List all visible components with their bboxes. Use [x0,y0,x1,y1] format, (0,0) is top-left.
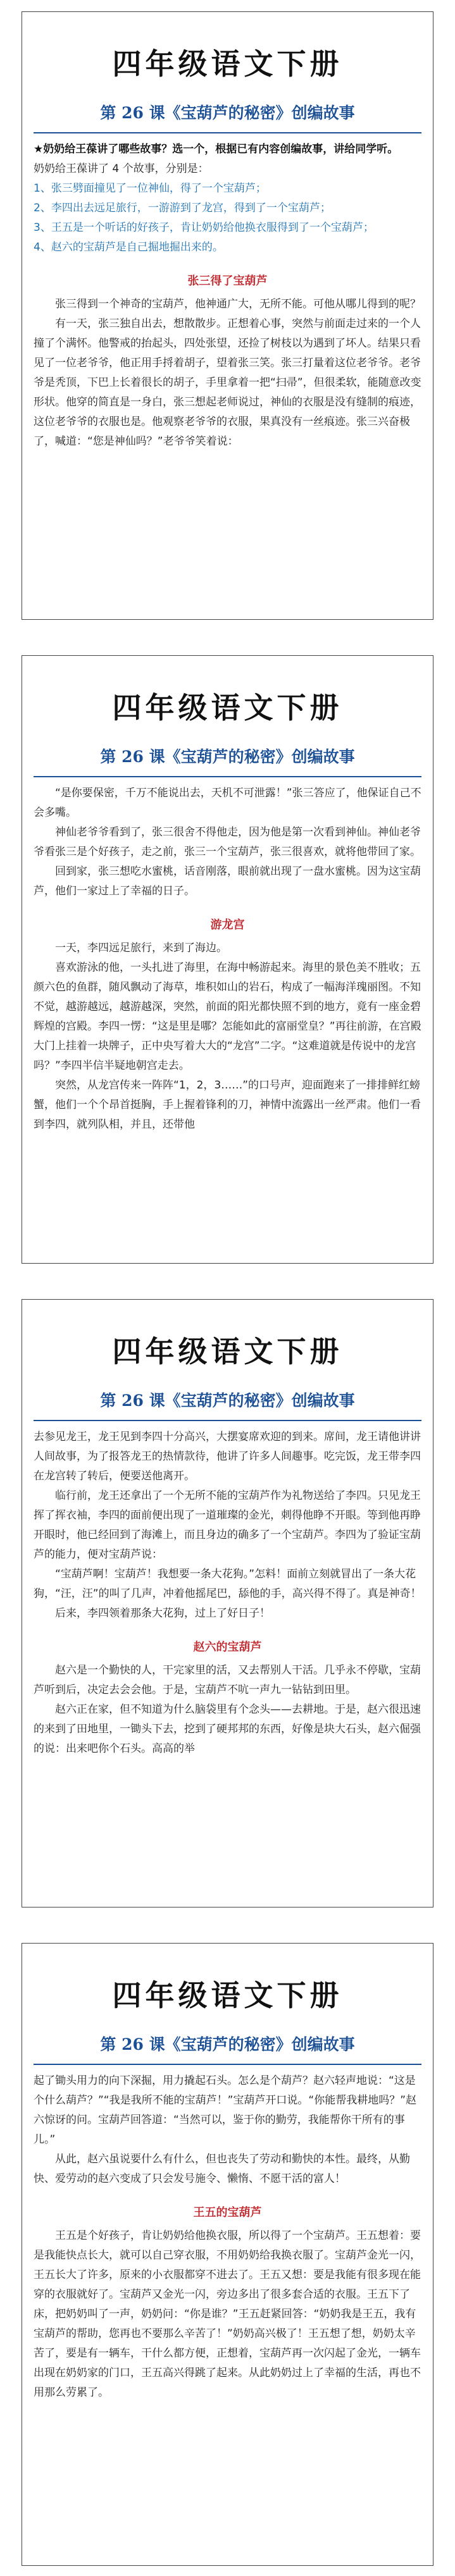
lesson-subtitle: 第 26 课《宝葫芦的秘密》创编故事 [100,748,355,766]
page-title: 四年级语文下册 [112,47,343,81]
paragraph: 突然，从龙宫传来一阵阵“1，2，3……”的口号声，迎面跑来了一排排鲜红螃蟹，他们一个个昂首挺胸，手上握着锋利的刀，神情中流露出一丝严肃。他们一看到李四，就列队相，并且，还带他 [34,1079,421,1131]
paragraph: 去参见龙王，龙王见到李四十分高兴，大摆宴席欢迎的到来。席间，龙王请他讲讲人间故事，为了报答龙王的热情款待，他讲了许多人间趣事。吃完饭，龙王带李四在龙宫转了转后，便要送他离开。 [34,1431,421,1482]
section-title: 张三得了宝葫芦 [187,274,268,288]
paragraph: 临行前，龙王还拿出了一个无所不能的宝葫芦作为礼物送给了李四。只见龙王挥了挥衣袖，李四的面前便出现了一道璀璨的金光，刺得他睁不开眼。等到他再睁开眼时，他已经回到了海滩上，而且身边的确多了一个宝葫芦。李四为了验证宝葫芦的能力，便对宝葫芦说： [34,1489,421,1561]
paragraph: 回到家，张三想吃水蜜桃，话音刚落，眼前就出现了一盘水蜜桃。因为这宝葫芦，他们一家过上了幸福的日子。 [34,865,421,897]
page-1 [22,11,433,620]
page-title: 四年级语文下册 [112,1978,343,2012]
divider [34,2064,421,2065]
list-item: 3、王五是一个听话的好孩子，肯让奶奶给他换衣服得到了一个宝葫芦； [34,221,374,234]
page-2 [22,655,433,1264]
paragraph: “宝葫芦啊！宝葫芦！我想要一条大花狗。”怎料！面前立刻就冒出了一条大花狗，“汪，汪”的叫了几声，冲着他摇尾巴，舔他的手，高兴得不得了。真是神奇！ [34,1568,421,1600]
section-title: 游龙宫 [210,918,245,932]
paragraph: “是你要保密，千万不能说出去，天机不可泄露！”张三答应了，他保证自己不会多嘴。 [34,787,421,819]
divider [34,776,421,777]
paragraph: 一天，李四远足旅行，来到了海边。 [55,942,227,954]
page-content [22,140,433,452]
paragraph: 从此，赵六虽说要什么有什么，但也丧失了劳动和勤快的本性。最终，从勤快、爱劳动的赵六变成了只会发号施令、懒惰、不愿干活的富人！ [34,2153,410,2185]
lesson-subtitle: 第 26 课《宝葫芦的秘密》创编故事 [100,2035,355,2054]
lesson-subtitle: 第 26 课《宝葫芦的秘密》创编故事 [100,104,355,122]
paragraph: 后来，李四领着那条大花狗，过上了好日子！ [55,1607,270,1620]
page-content [22,784,433,1135]
divider [34,1420,421,1421]
page-title: 四年级语文下册 [112,1334,343,1369]
page-content [22,2071,433,2403]
list-item: 4、赵六的宝葫芦是自己掘地掘出来的。 [34,241,223,254]
paragraph: 赵六是一个勤快的人，干完家里的活，又去帮别人干活。几乎永不停歇，宝葫芦听到后，决定去会会他。于是，宝葫芦不吭一声九一钻钻到田里。 [34,1664,421,1696]
question: ★奶奶给王葆讲了哪些故事？选一个，根据已有内容创编故事，讲给同学听。 [34,143,399,156]
page-4 [22,1943,433,2566]
section-title: 赵六的宝葫芦 [193,1641,262,1654]
paragraph: 喜欢游泳的他，一头扎进了海里，在海中畅游起来。海里的景色美不胜收；五颜六色的鱼群，随风飘动了海草，堆积如山的岩石，构成了一幅海洋瑰丽图。不知不觉，越游越远，越游越深，突然，前面的阳光都快照不到的地方，竟有一座金碧辉煌的宫殿。李四一愣：“这是里是哪？怎能如此的富丽堂皇？”再往前游，在宫殿大门上挂着一块牌子，正中央写着大大的“龙宫”二字。“这难道就是传说中的龙宫吗？”李四半信半疑地朝宫走去。 [34,961,421,1072]
intro-text: 奶奶给王葆讲了 4 个故事，分别是： [34,163,209,175]
section-title: 王五的宝葫芦 [193,2206,262,2219]
paragraph: 张三得到一个神奇的宝葫芦，他神通广大，无所不能。可他从哪儿得到的呢？ [55,298,421,311]
lesson-subtitle: 第 26 课《宝葫芦的秘密》创编故事 [100,1391,355,1410]
page-content [22,1427,433,1759]
page-3 [22,1299,433,1907]
divider [34,132,421,133]
paragraph: 起了锄头用力的向下深掘，用力撬起石头。怎么是个葫芦？赵六轻声地说：“这是个什么葫芦？”“我是我所不能的宝葫芦！”宝葫芦开口说。“你能帮我耕地吗？”赵六惊讶的问。宝葫芦回答道：“当然可以，鉴于你的勤劳，我能帮你干所有的事儿。” [34,2074,417,2146]
paragraph: 有一天，张三独自出去，想散散步。正想着心事，突然与前面走过来的一个人撞了个满怀。他警戒的抬起头，四处张望，还捡了树枝以为遇到了坏人。结果只看见了一位老爷爷，他正用手捋着胡子，望着张三笑。张三打量着这位老爷爷。老爷爷是秃顶，下巴上长着很长的胡子，手里拿着一把“扫帚”，但很柔软，能随意改变形状。他穿的简直是一身白，张三想起老师说过，神仙的衣服是没有缝制的痕迹，这位老爷爷的衣服也是。他观察老爷爷的衣服，果真没有一丝痕迹。张三兴奋极了，喊道：“您是神仙吗？”老爷爷笑着说： [34,317,421,448]
paragraph: 神仙老爷爷看到了，张三很舍不得他走，因为他是第一次看到神仙。神仙老爷爷看张三是个好孩子，走之前，张三一个宝葫芦，张三很喜欢，就将他带回了家。 [34,826,421,858]
list-item: 2、李四出去远足旅行，一游游到了龙宫，得到了一个宝葫芦； [34,202,331,214]
page-title: 四年级语文下册 [112,691,343,725]
list-item: 1、张三劈面撞见了一位神仙，得了一个宝葫芦； [34,182,266,195]
paragraph: 王五是个好孩子，肯让奶奶给他换衣服，所以得了一个宝葫芦。王五想着：要是我能快点长大，就可以自己穿衣服，不用奶奶给我换衣服了。宝葫芦金光一闪，王五长大了许多，原来的小衣服都穿不进去了。王五又想：要是我能有很多现在能穿的衣服就好了。宝葫芦又金光一闪，旁边多出了很多套合适的衣服。王五下了床，把奶奶叫了一声，奶奶问：“你是谁？”王五赶紧回答：“奶奶我是王五，我有宝葫芦的帮助，您再也不要那么辛苦了！”奶奶高兴极了！王五想了想，奶奶太辛苦了，要是有一辆车，干什么都方便，正想着，宝葫芦再一次闪起了金光，一辆车出现在奶奶家的门口，王五高兴得跳了起来。从此奶奶过上了幸福的生活，再也不用那么劳累了。 [34,2229,421,2399]
paragraph: 赵六正在家，但不知道为什么脑袋里有个念头——去耕地。于是，赵六很迅速的来到了田地里，一锄头下去，挖到了硬邦邦的东西，好像是块大石头，赵六倔强的说：出来吧你个石头。高高的举 [34,1703,421,1755]
